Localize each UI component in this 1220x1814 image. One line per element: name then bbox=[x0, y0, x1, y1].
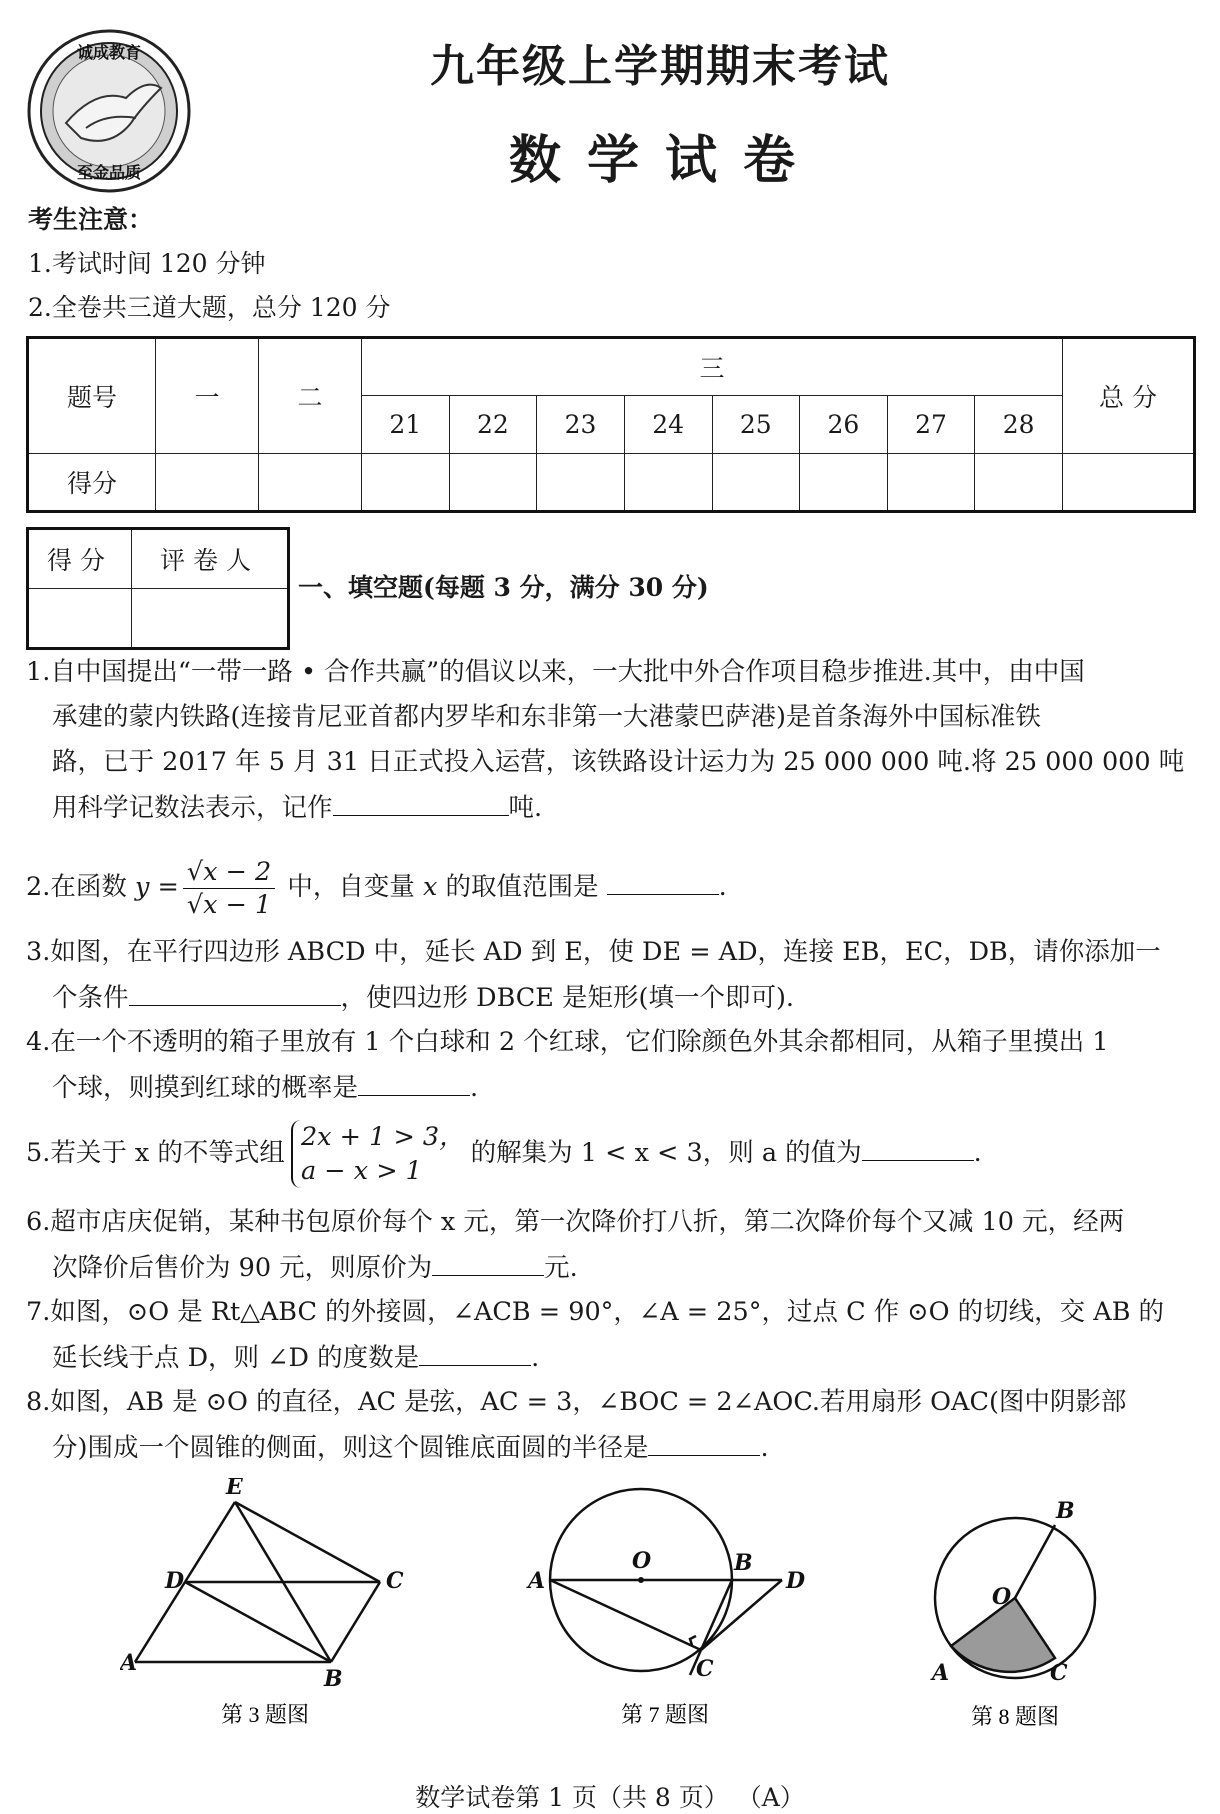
grader-score-cell[interactable] bbox=[28, 589, 132, 649]
score-cell[interactable] bbox=[1063, 454, 1195, 512]
col-total: 总 分 bbox=[1063, 338, 1195, 454]
grader-label: 评卷人 bbox=[132, 529, 289, 589]
answer-blank[interactable] bbox=[862, 1130, 974, 1161]
fig7-label-D: D bbox=[786, 1568, 806, 1594]
question-6: 6.超市店庆促销，某种书包原价每个 x 元，第一次降价打八折，第二次降价每个又减 10 元，经两 次降价后售价为 90 元，则原价为 元. bbox=[26, 1207, 1125, 1283]
score-cell[interactable] bbox=[887, 454, 975, 512]
fig3-label-A: A bbox=[120, 1650, 138, 1676]
exam-title: 九年级上学期期末考试 bbox=[430, 41, 890, 92]
col-section-3: 三 bbox=[362, 338, 1063, 396]
exam-subtitle: 数学试卷 bbox=[508, 130, 821, 191]
answer-blank[interactable] bbox=[648, 1425, 760, 1456]
col-section-1: 一 bbox=[156, 338, 259, 454]
notice-item: 2.全卷共三道大题，总分 120 分 bbox=[28, 293, 391, 322]
fig7-label-B: B bbox=[734, 1550, 753, 1576]
question-4: 4.在一个不透明的箱子里放有 1 个白球和 2 个红球，它们除颜色外其余都相同，从箱子里摸出 1 个球，则摸到红球的概率是 . bbox=[26, 1027, 1109, 1103]
fig3-label-D: D bbox=[165, 1568, 185, 1594]
score-cell[interactable] bbox=[712, 454, 800, 512]
section-1-heading: 一、填空题(每题 3 分，满分 30 分) bbox=[298, 573, 709, 602]
grader-table bbox=[26, 527, 290, 650]
fig8-label-A: A bbox=[932, 1660, 950, 1686]
question-7: 7.如图，⊙O 是 Rt△ABC 的外接圆，∠ACB = 90°，∠A = 25°，过点 C 作 ⊙O 的切线，交 AB 的 延长线于点 D，则 ∠D 的度数是 . bbox=[26, 1297, 1165, 1373]
notice-item: 1.考试时间 120 分钟 bbox=[28, 249, 266, 278]
fig3-caption: 第 3 题图 bbox=[220, 1702, 310, 1727]
fig7-caption: 第 7 题图 bbox=[620, 1702, 710, 1727]
answer-blank[interactable] bbox=[129, 975, 341, 1006]
col-sub-23: 23 bbox=[537, 396, 625, 454]
answer-blank[interactable] bbox=[333, 785, 509, 816]
fig7-label-A: A bbox=[528, 1568, 546, 1594]
notice-heading: 考生注意： bbox=[28, 205, 154, 234]
fig8-label-O: O bbox=[992, 1584, 1012, 1610]
question-2: 2.在函数 y = $\frac{√x - 2}{√x - 1}$ 中，自变量 x 的取值范围是 . bbox=[26, 856, 727, 920]
fig7-label-C: C bbox=[696, 1656, 714, 1682]
page-footer: 数学试卷第 1 页（共 8 页） （A） bbox=[415, 1783, 805, 1812]
fig7-label-O: O bbox=[632, 1548, 652, 1574]
score-cell[interactable] bbox=[624, 454, 712, 512]
col-sub-26: 26 bbox=[800, 396, 888, 454]
figure-8 bbox=[910, 1488, 1130, 1733]
grader-score-label: 得分 bbox=[28, 529, 132, 589]
label-question-no: 题号 bbox=[28, 338, 156, 454]
score-cell[interactable] bbox=[800, 454, 888, 512]
col-sub-24: 24 bbox=[624, 396, 712, 454]
score-table bbox=[26, 336, 1196, 513]
score-cell[interactable] bbox=[537, 454, 625, 512]
figure-3 bbox=[120, 1478, 420, 1728]
fig3-label-B: B bbox=[324, 1666, 343, 1692]
col-section-2: 二 bbox=[259, 338, 362, 454]
col-sub-25: 25 bbox=[712, 396, 800, 454]
question-3: 3.如图，在平行四边形 ABCD 中，延长 AD 到 E，使 DE = AD，连接 EB，EC，DB，请你添加一 个条件 ，使四边形 DBCE 是矩形(填一个即可). bbox=[26, 937, 1161, 1013]
question-5: 5.若关于 x 的不等式组 2x + 1 > 3， a − x > 1 的解集为 1 < x < 3，则 a 的值为 . bbox=[26, 1122, 982, 1186]
answer-blank[interactable] bbox=[607, 864, 719, 895]
score-cell[interactable] bbox=[975, 454, 1063, 512]
col-sub-22: 22 bbox=[449, 396, 537, 454]
fig8-label-B: B bbox=[1056, 1498, 1075, 1524]
figure-7 bbox=[520, 1470, 810, 1730]
score-cell[interactable] bbox=[156, 454, 259, 512]
answer-blank[interactable] bbox=[358, 1065, 470, 1096]
seal-top-text: 诚成教育 bbox=[76, 43, 142, 62]
question-8: 8.如图，AB 是 ⊙O 的直径，AC 是弦，AC = 3，∠BOC = 2∠AOC.若用扇形 OAC(图中阴影部 分)围成一个圆锥的侧面，则这个圆锥底面圆的半径是 . bbox=[26, 1387, 1127, 1463]
question-1: 1.自中国提出“一带一路 • 合作共赢”的倡议以来，一大批中外合作项目稳步推进.其中，由中国 承建的蒙内铁路(连接肯尼亚首都内罗毕和东非第一大港蒙巴萨港)是首条海外中国标准铁 路，已于 2017 年 5 月 31 日正式投入运营，该铁路设计运力为 25 000 000 吨.将 25 000 000 吨 用科学记数法表示，记作 吨. bbox=[26, 657, 1185, 823]
answer-blank[interactable] bbox=[432, 1245, 544, 1276]
answer-blank[interactable] bbox=[419, 1335, 531, 1366]
fig8-label-C: C bbox=[1050, 1660, 1068, 1686]
score-cell[interactable] bbox=[362, 454, 450, 512]
col-sub-27: 27 bbox=[887, 396, 975, 454]
fig3-label-C: C bbox=[386, 1568, 404, 1594]
fig8-caption: 第 8 题图 bbox=[970, 1704, 1060, 1729]
fig3-label-E: E bbox=[226, 1478, 243, 1500]
col-sub-21: 21 bbox=[362, 396, 450, 454]
score-cell[interactable] bbox=[259, 454, 362, 512]
score-cell[interactable] bbox=[449, 454, 537, 512]
seal-bottom-text: 至金品质 bbox=[76, 163, 142, 182]
col-sub-28: 28 bbox=[975, 396, 1063, 454]
label-score: 得分 bbox=[28, 454, 156, 512]
grader-name-cell[interactable] bbox=[132, 589, 289, 649]
